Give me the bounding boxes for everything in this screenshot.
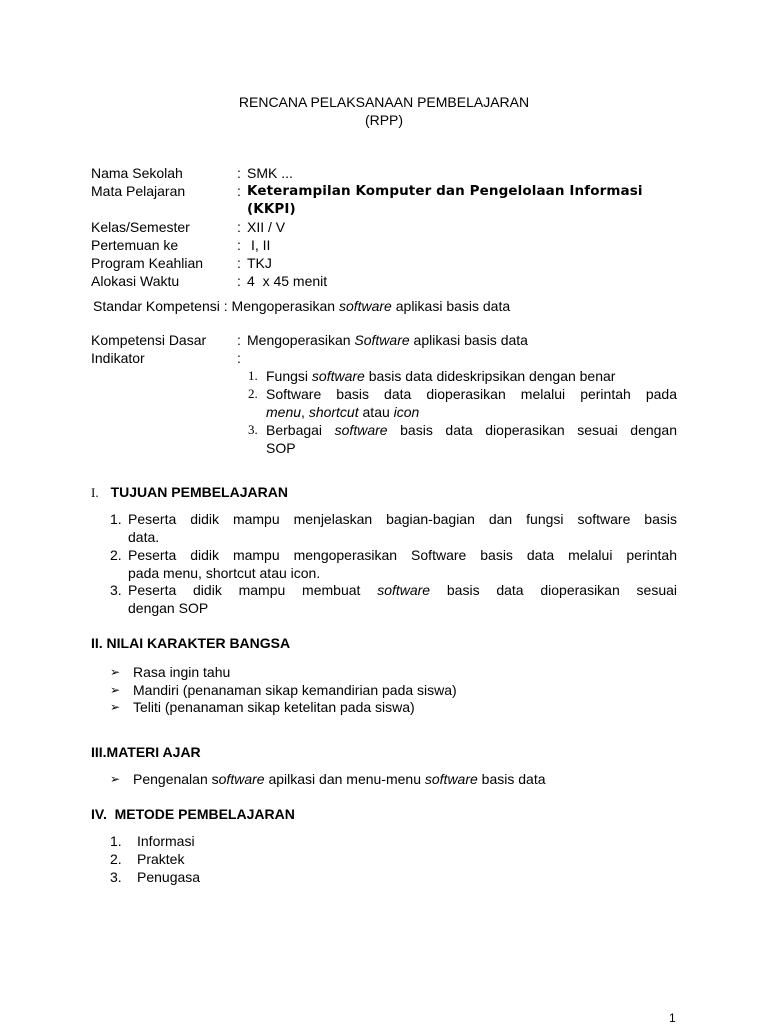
nama-sekolah-value: SMK ... — [247, 165, 293, 181]
list-number: 2. — [248, 386, 258, 401]
materi-item: Pengenalan software apilkasi dan menu-menu software basis data — [133, 771, 546, 787]
tujuan-item: Peserta didik mampu mengoperasikan Software basis data melalui perintah — [128, 547, 677, 563]
tujuan-item: Peserta didik mampu membuat software basis data dioperasikan sesuai — [128, 582, 677, 598]
colon: : — [237, 183, 241, 199]
section-heading-tujuan: I. TUJUAN PEMBELAJARAN — [91, 484, 288, 500]
kompetensi-dasar-value: Mengoperasikan Software aplikasi basis data — [247, 332, 528, 348]
colon: : — [237, 237, 241, 253]
tujuan-item-cont: data. — [128, 529, 160, 545]
arrow-bullet-icon: ➢ — [110, 772, 121, 786]
list-number: 3. — [110, 582, 122, 598]
indikator-item: Berbagai software basis data dioperasikan sesuai dengan — [266, 422, 678, 438]
indikator-item: Fungsi software basis data dideskripsikan dengan benar — [266, 368, 616, 384]
kelas-value: XII / V — [247, 219, 286, 235]
pertemuan-label: Pertemuan ke — [91, 237, 179, 253]
program-label: Program Keahlian — [91, 255, 204, 271]
page-number: 1 — [669, 1011, 676, 1025]
tujuan-item: Peserta didik mampu menjelaskan bagian-bagian dan fungsi software basis — [128, 511, 677, 527]
indikator-item-cont: menu, shortcut atau icon — [266, 404, 420, 420]
colon: : — [237, 350, 241, 366]
list-item: Rasa ingin tahu — [133, 664, 231, 680]
section-heading-materi: III.MATERI AJAR — [91, 744, 201, 760]
mata-pelajaran-value: Keterampilan Komputer dan Pengelolaan Informasi — [247, 183, 643, 199]
list-number: 3. — [110, 869, 122, 885]
arrow-bullet-icon: ➢ — [110, 700, 121, 714]
standar-kompetensi — [93, 297, 510, 315]
colon: : — [237, 332, 241, 348]
colon: : — [237, 273, 241, 289]
program-value: TKJ — [247, 255, 272, 271]
tujuan-item-cont: pada menu, shortcut atau icon. — [128, 565, 321, 581]
mata-pelajaran-label: Mata Pelajaran — [91, 183, 186, 199]
indikator-item: Software basis data dioperasikan melalui perintah pada — [266, 386, 677, 402]
standar-label: Standar Kompetensi : — [93, 298, 228, 314]
list-number: 2. — [110, 547, 122, 563]
alokasi-value: 4 x 45 menit — [247, 273, 328, 289]
kelas-label: Kelas/Semester — [91, 219, 190, 235]
mata-pelajaran-value-cont: (KKPI) — [247, 201, 296, 217]
kompetensi-dasar-label: Kompetensi Dasar — [91, 332, 207, 348]
list-item: Penugasa — [137, 869, 201, 885]
document-subtitle: (RPP) — [364, 112, 404, 128]
section-heading-karakter: II. NILAI KARAKTER BANGSA — [91, 635, 291, 651]
arrow-bullet-icon: ➢ — [110, 665, 121, 679]
list-number: 1. — [110, 833, 122, 849]
standar-value: Mengoperasikan software aplikasi basis data — [231, 298, 511, 314]
list-item: Praktek — [137, 851, 185, 867]
list-item: Teliti (penanaman sikap ketelitan pada siswa) — [133, 699, 415, 715]
colon: : — [237, 165, 241, 181]
list-number: 1. — [248, 368, 258, 383]
list-number: 2. — [110, 851, 122, 867]
alokasi-label: Alokasi Waktu — [91, 273, 180, 289]
section-heading-metode: IV. METODE PEMBELAJARAN — [91, 806, 295, 822]
nama-sekolah-label: Nama Sekolah — [91, 165, 183, 181]
list-number: 3. — [248, 422, 258, 437]
tujuan-item-cont: dengan SOP — [128, 600, 209, 616]
list-item: Informasi — [137, 833, 195, 849]
colon: : — [237, 219, 241, 235]
indikator-item-cont: SOP — [266, 440, 296, 456]
arrow-bullet-icon: ➢ — [110, 683, 121, 697]
indikator-label: Indikator — [91, 350, 145, 366]
list-item: Mandiri (penanaman sikap kemandirian pada siswa) — [133, 682, 457, 698]
list-number: 1. — [110, 511, 122, 527]
pertemuan-value: I, II — [251, 237, 271, 253]
document-title: RENCANA PELAKSANAAN PEMBELAJARAN — [238, 94, 530, 110]
colon: : — [237, 255, 241, 271]
